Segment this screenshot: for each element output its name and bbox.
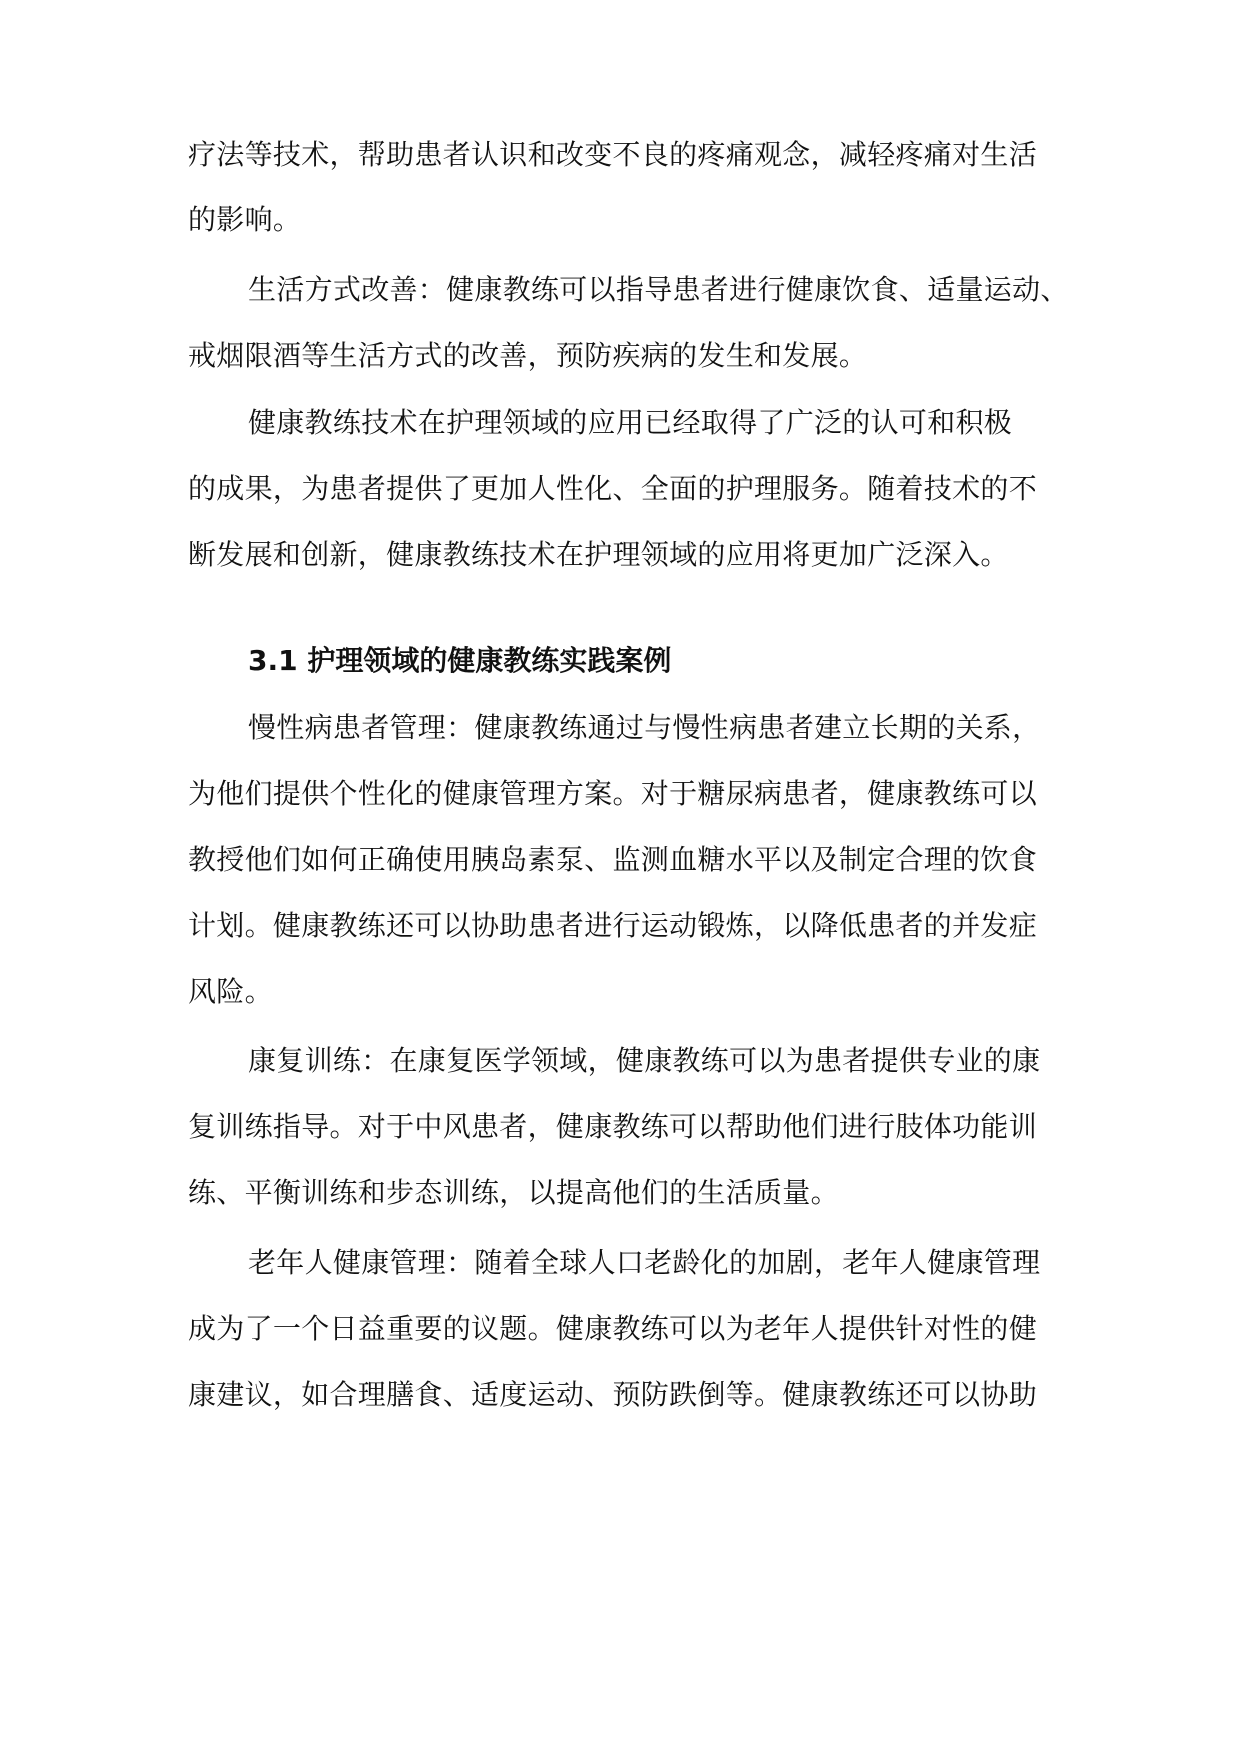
para4-line-4: 计划。健康教练还可以协助患者进行运动锻炼，以降低患者的并发症 bbox=[188, 909, 1038, 942]
para4-line-2: 为他们提供个性化的健康管理方案。对于糖尿病患者，健康教练可以 bbox=[188, 777, 1038, 810]
para4-line-1: 慢性病患者管理：健康教练通过与慢性病患者建立长期的关系， bbox=[248, 711, 1041, 744]
para4-line-5: 风险。 bbox=[188, 975, 273, 1008]
para2-line-1: 生活方式改善：健康教练可以指导患者进行健康饮食、适量运动、 bbox=[248, 273, 1069, 306]
para3-line-3: 断发展和创新，健康教练技术在护理领域的应用将更加广泛深入。 bbox=[188, 538, 1009, 571]
para6-line-2: 成为了一个日益重要的议题。健康教练可以为老年人提供针对性的健 bbox=[188, 1312, 1038, 1345]
para1-line-2: 的影响。 bbox=[188, 203, 302, 236]
para3-line-2: 的成果，为患者提供了更加人性化、全面的护理服务。随着技术的不 bbox=[188, 472, 1038, 505]
para1-line-1: 疗法等技术，帮助患者认识和改变不良的疼痛观念，减轻疼痛对生活 bbox=[188, 138, 1038, 171]
para4-line-3: 教授他们如何正确使用胰岛素泵、监测血糖水平以及制定合理的饮食 bbox=[188, 843, 1038, 876]
para5-line-3: 练、平衡训练和步态训练，以提高他们的生活质量。 bbox=[188, 1176, 839, 1209]
para3-line-1: 健康教练技术在护理领域的应用已经取得了广泛的认可和积极 bbox=[248, 406, 1013, 439]
para5-line-2: 复训练指导。对于中风患者，健康教练可以帮助他们进行肢体功能训 bbox=[188, 1110, 1038, 1143]
para6-line-3: 康建议，如合理膳食、适度运动、预防跌倒等。健康教练还可以协助 bbox=[188, 1378, 1038, 1411]
para5-line-1: 康复训练：在康复医学领域，健康教练可以为患者提供专业的康 bbox=[248, 1044, 1041, 1077]
para2-line-2: 戒烟限酒等生活方式的改善，预防疾病的发生和发展。 bbox=[188, 339, 868, 372]
section-heading: 3.1 护理领域的健康教练实践案例 bbox=[248, 644, 672, 677]
para6-line-1: 老年人健康管理：随着全球人口老龄化的加剧，老年人健康管理 bbox=[248, 1246, 1041, 1279]
